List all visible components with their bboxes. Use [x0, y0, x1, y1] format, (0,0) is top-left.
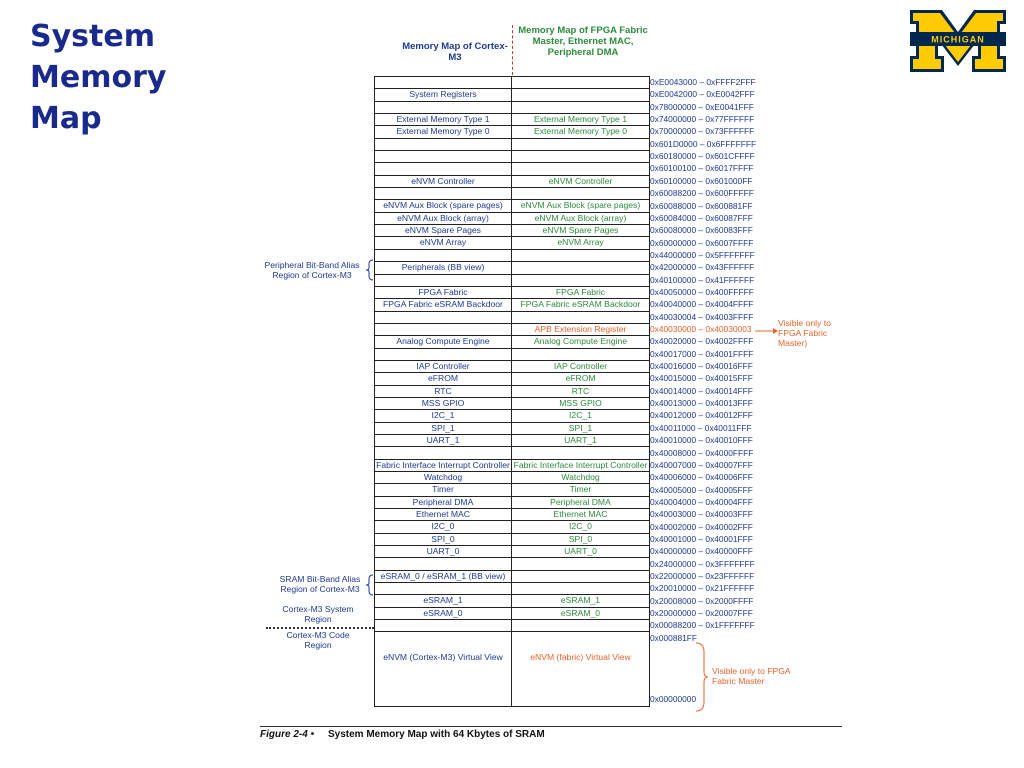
memory-map-row: [375, 435, 649, 447]
memory-map-row: [375, 89, 649, 101]
fpga-master-region: [512, 620, 649, 631]
memory-map-row: [375, 237, 649, 249]
fpga-master-region: [512, 262, 649, 273]
cortex-m3-region: Peripheral DMA: [375, 497, 512, 508]
address-range: 0x40011000 – 0x40011FFF: [650, 422, 752, 433]
cortex-m3-region: Watchdog: [375, 472, 512, 483]
fpga-master-region: SPI_0: [568, 533, 593, 544]
fpga-master-region: eNVM Aux Block (array): [534, 212, 627, 223]
address-range: 0x44000000 – 0x5FFFFFFF: [650, 249, 755, 260]
cortex-m3-region: UART_1: [375, 435, 512, 446]
cortex-m3-region: MSS GPIO: [375, 398, 512, 409]
address-range: 0x00088200 – 0x1FFFFFFF: [650, 620, 755, 631]
cortex-m3-region: eFROM: [375, 373, 512, 384]
address-range: 0x40002000 – 0x40002FFF: [650, 521, 753, 532]
figure-title: System Memory Map with 64 Kbytes of SRAM: [327, 729, 545, 740]
memory-map-row: [375, 163, 649, 175]
fpga-master-region: I2C_1: [569, 410, 592, 421]
memory-map-row: [375, 386, 649, 398]
fpga-master-region: [512, 447, 649, 458]
address-range: 0x20008000 – 0x2000FFFF: [650, 595, 754, 606]
address-range: 0x60080000 – 0x60083FFF: [650, 225, 753, 236]
slide-title: [30, 16, 230, 139]
apb-visible-note: Visible only to FPGA Fabric Master): [778, 318, 831, 348]
address-range: 0x20010000 – 0x21FFFFFF: [650, 583, 755, 594]
memory-map-row: [375, 497, 649, 509]
address-range: 0x70000000 – 0x73FFFFFF: [650, 126, 755, 137]
address-range: 0x60180000 – 0x601CFFFF: [650, 151, 755, 162]
memory-map-row: [375, 336, 649, 348]
address-range: 0xE0043000 – 0xFFFF2FFF: [650, 77, 756, 87]
memory-map-row: [375, 188, 649, 200]
memory-map-row: [375, 620, 649, 632]
cortex-m3-region: FPGA Fabric: [375, 287, 512, 298]
michigan-logo: [908, 8, 1008, 74]
fpga-master-region: [512, 89, 649, 100]
memory-map-row: [375, 571, 649, 583]
memory-map-row: [375, 77, 649, 89]
memory-map-row: [375, 632, 649, 707]
fpga-master-region: [512, 102, 649, 113]
memory-map-row: [375, 114, 649, 126]
fpga-master-region: IAP Controller: [553, 360, 608, 371]
memory-map-row: [375, 349, 649, 361]
cortex-m3-region: FPGA Fabric eSRAM Backdoor: [375, 299, 512, 310]
address-range: 0x40012000 – 0x40012FFF: [650, 410, 753, 421]
fpga-master-region: [512, 77, 649, 88]
fpga-master-region: eSRAM_0: [560, 607, 601, 618]
memory-map-row: [375, 200, 649, 212]
address-range: 0x22000000 – 0x23FFFFFF: [650, 571, 755, 581]
slide-title-line: Map: [30, 101, 102, 136]
cortex-m3-region: [375, 139, 512, 150]
memory-map-row: [375, 447, 649, 459]
fpga-master-region: MSS GPIO: [559, 397, 602, 408]
slide-title-line: System: [30, 19, 155, 54]
memory-map-row: [375, 312, 649, 324]
cortex-m3-region: I2C_1: [375, 410, 512, 421]
fpga-master-region: Timer: [569, 484, 592, 495]
memory-map-row: [375, 275, 649, 287]
cortex-m3-region: [375, 324, 512, 335]
memory-map-row: [375, 176, 649, 188]
sram-bracket: [364, 574, 376, 596]
memory-map-row: [375, 213, 649, 225]
memory-map-row: [375, 151, 649, 163]
fpga-master-region: [512, 275, 649, 286]
envm-visible-note: Visible only to FPGA Fabric Master: [712, 666, 791, 686]
envm-bracket: [694, 642, 710, 712]
fpga-master-region: [512, 151, 649, 162]
header-divider: [512, 25, 513, 75]
fpga-master-region: eNVM (fabric) Virtual View: [530, 652, 631, 663]
memory-map-row: [375, 410, 649, 422]
fpga-master-region: eNVM Spare Pages: [542, 225, 619, 236]
fpga-master-region: UART_1: [564, 434, 597, 445]
address-range: 0x40004000 – 0x40004FFF: [650, 496, 753, 507]
memory-map-row: [375, 250, 649, 262]
memory-map-row: [375, 126, 649, 138]
cortex-m3-region: [375, 583, 512, 594]
logo-text: MICHIGAN: [931, 34, 985, 45]
fpga-master-region: [512, 312, 649, 323]
memory-map-row: [375, 287, 649, 299]
cortex-m3-region: [375, 447, 512, 458]
cortex-m3-region: eSRAM_0 / eSRAM_1 (BB view): [375, 571, 512, 582]
memory-map-row: [375, 534, 649, 546]
address-range: 0x40017000 – 0x4001FFFF: [650, 348, 754, 359]
memory-map-row: [375, 102, 649, 114]
cortex-m3-region: Peripherals (BB view): [375, 262, 512, 273]
fpga-master-region: Ethernet MAC: [553, 509, 608, 520]
address-range: 0x40016000 – 0x40016FFF: [650, 361, 753, 372]
cortex-m3-region: UART_0: [375, 546, 512, 557]
fpga-master-region: eNVM Aux Block (spare pages): [520, 200, 641, 211]
memory-map-row: [375, 324, 649, 336]
address-range: 0x40001000 – 0x40001FFF: [650, 533, 753, 544]
cortex-m3-region: [375, 77, 512, 88]
address-range: 0x601D0000 – 0x6FFFFFFF: [650, 138, 757, 149]
cortex-m3-region: [375, 275, 512, 286]
slide-title-line: Memory: [30, 60, 167, 95]
address-range: 0x40015000 – 0x40015FFF: [650, 373, 753, 384]
fpga-master-region: FPGA Fabric eSRAM Backdoor: [520, 299, 641, 310]
cortex-m3-region: SPI_0: [375, 534, 512, 545]
region-divider: [266, 627, 374, 629]
memory-map-row: [375, 460, 649, 472]
address-range: 0x40030004 – 0x4003FFFF: [650, 311, 754, 322]
memory-map-row: [375, 423, 649, 435]
system-region-label: Cortex-M3 System Region: [282, 604, 354, 624]
address-range: 0x20000000 – 0x20007FFF: [650, 608, 753, 619]
apb-arrow: [755, 326, 779, 336]
cortex-m3-region: eSRAM_0: [375, 608, 512, 619]
address-range: 0x40010000 – 0x40010FFF: [650, 435, 753, 446]
cortex-m3-region: External Memory Type 0: [375, 126, 512, 137]
memory-map-row: [375, 546, 649, 558]
address-range: 0x60000000 – 0x6007FFFF: [650, 237, 754, 248]
fpga-master-region: UART_0: [564, 546, 597, 557]
cortex-m3-region: eNVM Spare Pages: [375, 225, 512, 236]
fpga-master-region: [512, 571, 649, 582]
memory-map-row: [375, 398, 649, 410]
cortex-m3-region: eNVM Controller: [375, 176, 512, 187]
cortex-m3-region: Ethernet MAC: [375, 509, 512, 520]
figure-caption: [260, 729, 545, 740]
fpga-master-region: SPI_1: [568, 422, 593, 433]
cortex-m3-region: [375, 620, 512, 631]
address-range: 0x40030000 – 0x40030003: [650, 324, 752, 334]
cortex-m3-region: [375, 163, 512, 174]
address-range: 0x60084000 – 0x60087FFF: [650, 212, 753, 223]
address-range: 0x74000000 – 0x77FFFFFF: [650, 114, 755, 125]
address-range: 0x40003000 – 0x40003FFF: [650, 509, 753, 520]
fpga-master-region: Watchdog: [561, 472, 600, 482]
fpga-master-region: eFROM: [565, 373, 596, 384]
cortex-m3-header: Memory Map of Cortex-M3: [402, 41, 508, 63]
fpga-master-region: [512, 250, 649, 261]
address-range: 0x40014000 – 0x40014FFF: [650, 385, 753, 396]
fpga-master-region: Peripheral DMA: [550, 496, 611, 507]
memory-map-row: [375, 608, 649, 620]
fpga-master-region: Fabric Interface Interrupt Controller: [513, 459, 648, 470]
fpga-master-region: Analog Compute Engine: [533, 336, 628, 347]
memory-map-row: [375, 361, 649, 373]
cortex-m3-region: [375, 250, 512, 261]
cortex-m3-region: Analog Compute Engine: [375, 336, 512, 347]
address-range: 0x60100100 – 0x6017FFFF: [650, 163, 754, 174]
fpga-master-region: eNVM Array: [557, 237, 604, 248]
memory-map-row: [375, 583, 649, 595]
address-range: 0x60100000 – 0x601000FF: [650, 175, 753, 186]
cortex-m3-region: Timer: [375, 484, 512, 495]
fpga-master-region: [512, 558, 649, 569]
address-range: 0x40005000 – 0x40005FFF: [650, 484, 753, 495]
fpga-master-region: External Memory Type 0: [534, 126, 627, 137]
cortex-m3-region: Fabric Interface Interrupt Controller: [375, 460, 512, 471]
memory-map-row: [375, 299, 649, 311]
memory-map-row: [375, 373, 649, 385]
fpga-master-region: RTC: [571, 385, 590, 396]
cortex-m3-region: [375, 558, 512, 569]
fpga-master-region: eSRAM_1: [560, 595, 601, 606]
fpga-master-region: eNVM Controller: [548, 175, 613, 186]
fpga-master-region: [512, 583, 649, 594]
memory-map-row: [375, 521, 649, 533]
memory-map-row: [375, 595, 649, 607]
fpga-master-region: [512, 163, 649, 174]
cortex-m3-region: I2C_0: [375, 521, 512, 532]
address-range: 0x60088200 – 0x600FFFFF: [650, 188, 754, 199]
address-range: 0x24000000 – 0x3FFFFFFF: [650, 558, 755, 569]
address-range: 0x40020000 – 0x4002FFFF: [650, 336, 754, 347]
cortex-m3-region: RTC: [375, 386, 512, 397]
cortex-m3-region: eSRAM_1: [375, 595, 512, 606]
figure-number: Figure 2-4 •: [260, 729, 315, 740]
address-range: 0x40008000 – 0x4000FFFF: [650, 447, 754, 458]
cortex-m3-region: eNVM (Cortex-M3) Virtual View: [375, 632, 512, 706]
cortex-m3-region: [375, 151, 512, 162]
code-region-label: Cortex-M3 Code Region: [286, 630, 350, 650]
fpga-master-header: Memory Map of FPGA Fabric Master, Ethernet MAC, Peripheral DMA: [518, 25, 648, 58]
cortex-m3-region: IAP Controller: [375, 361, 512, 372]
caption-rule: [260, 726, 842, 727]
memory-map-row: [375, 262, 649, 274]
cortex-m3-region: System Registers: [375, 89, 512, 100]
fpga-master-region: [512, 349, 649, 360]
memory-map-row: [375, 558, 649, 570]
peripheral-bitband-label: Peripheral Bit-Band Alias Region of Cortex-M3: [264, 260, 360, 280]
cortex-m3-region: [375, 349, 512, 360]
address-range: 0x40006000 – 0x40006FFF: [650, 472, 753, 483]
fpga-master-region: APB Extension Register: [534, 323, 627, 334]
fpga-master-region: [512, 139, 649, 150]
memory-map-row: [375, 139, 649, 151]
cortex-m3-region: eNVM Array: [375, 237, 512, 248]
address-range: 0x60088000 – 0x600881FF: [650, 200, 753, 211]
cortex-m3-region: [375, 188, 512, 199]
fpga-master-region: [512, 188, 649, 199]
cortex-m3-region: SPI_1: [375, 423, 512, 434]
cortex-m3-region: eNVM Aux Block (spare pages): [375, 200, 512, 211]
address-range: 0x40040000 – 0x4004FFFF: [650, 299, 754, 310]
cortex-m3-region: [375, 312, 512, 323]
address-range: 0xE0042000 – 0xE0042FFF: [650, 89, 755, 100]
fpga-master-region: FPGA Fabric: [555, 286, 606, 297]
peripheral-bracket: [364, 258, 376, 282]
memory-map-row: [375, 225, 649, 237]
address-range: 0x00000000: [650, 693, 697, 704]
fpga-master-region: I2C_0: [569, 521, 592, 532]
memory-map-row: [375, 484, 649, 496]
fpga-master-region: External Memory Type 1: [534, 114, 627, 125]
cortex-m3-region: [375, 102, 512, 113]
address-range: 0x40050000 – 0x400FFFFF: [650, 286, 754, 297]
address-range: 0x40007000 – 0x40007FFF: [650, 459, 753, 470]
address-range: 0x42000000 – 0x43FFFFFF: [650, 262, 755, 273]
memory-map-row: [375, 472, 649, 484]
address-range: 0x40100000 – 0x41FFFFFF: [650, 274, 755, 285]
memory-map-row: [375, 509, 649, 521]
address-range: 0x000881FF: [650, 632, 698, 643]
cortex-m3-region: eNVM Aux Block (array): [375, 213, 512, 224]
address-range: 0x78000000 – 0xE0041FFF: [650, 101, 754, 112]
address-range: 0x40013000 – 0x40013FFF: [650, 398, 753, 409]
cortex-m3-region: External Memory Type 1: [375, 114, 512, 125]
memory-map-table: [374, 76, 650, 707]
sram-bitband-label: SRAM Bit-Band Alias Region of Cortex-M3: [279, 574, 361, 594]
address-range: 0x40000000 – 0x40000FFF: [650, 546, 753, 557]
